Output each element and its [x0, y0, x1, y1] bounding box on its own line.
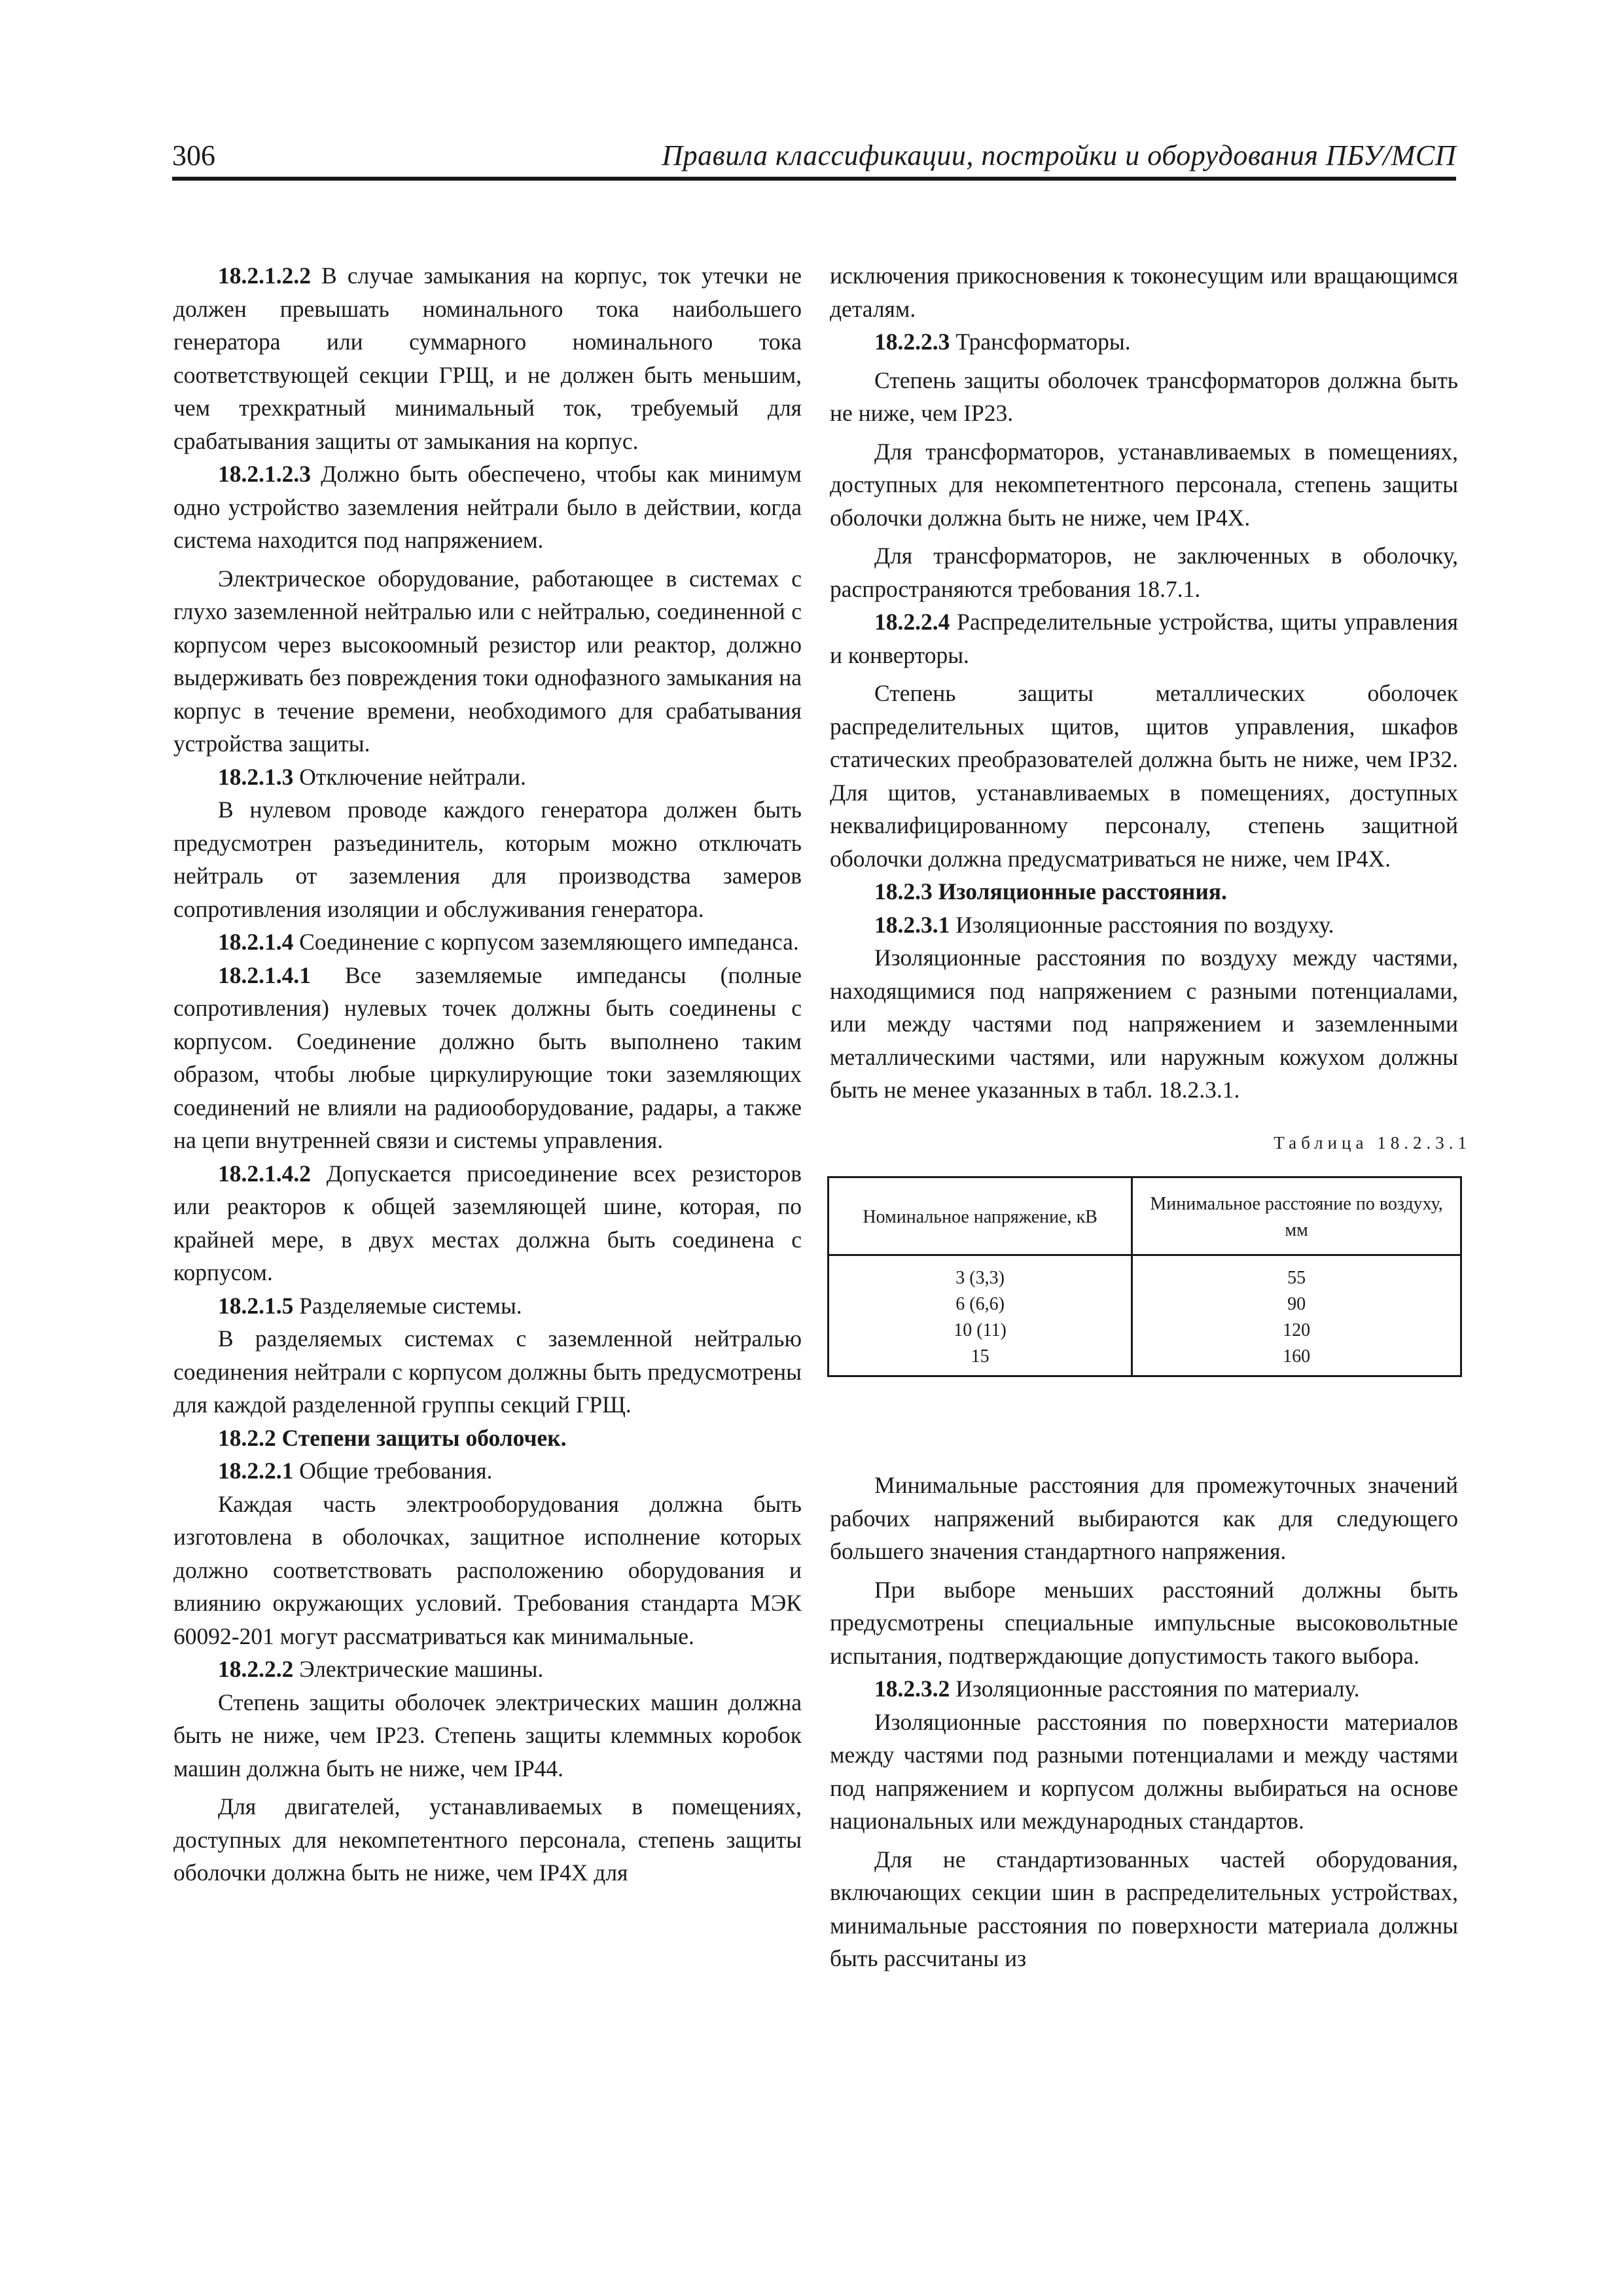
paragraph	[830, 941, 1458, 1107]
paragraph	[173, 959, 802, 1157]
paragraph	[173, 562, 802, 761]
paragraph-text: Минимальные расстояния для промежуточных значений рабочих напряжений выбираются как для следующего большего значения стандартного напряжения.	[830, 1472, 1458, 1564]
paragraph-text: Соединение с корпусом заземляющего импеданса.	[293, 929, 799, 955]
paragraph-text: Изоляционные расстояния по материалу.	[950, 1676, 1360, 1702]
clause-number: 18.2.3.1	[874, 911, 950, 938]
paragraph	[830, 259, 1458, 325]
section-heading	[830, 875, 1458, 908]
voltage-value: 15	[971, 1346, 990, 1367]
paragraph-text: При выборе меньших расстояний должны быть предусмотрены специальные импульсные высоковольтные испытания, подтверждающие допустимость такого выбора.	[830, 1576, 1458, 1669]
clause-number: 18.2.1.4	[218, 929, 294, 955]
paragraph	[830, 1706, 1458, 1838]
right-column	[830, 254, 1471, 1975]
paragraph	[830, 677, 1458, 875]
column-header-voltage: Номинальное напряжение, кВ	[829, 1177, 1132, 1255]
table-header-row	[829, 1177, 1461, 1255]
table-body-row	[829, 1255, 1461, 1376]
paragraph-text: В случае замыкания на корпус, ток утечки не должен превышать номинального тока наибольшего генератора или суммарного номинального тока соответствующей секции ГРЩ, и не должен быть меньшим, чем трехкратный минимальный ток, требуемый для срабатывания защиты от замыкания на корпус.	[173, 262, 802, 454]
clause-number: 18.2.1.4.1	[218, 961, 311, 988]
paragraph-text: Разделяемые системы.	[293, 1292, 522, 1319]
clause-number: 18.2.2.1	[218, 1458, 294, 1484]
clause-number: 18.2.1.5	[218, 1292, 294, 1319]
distance-value: 55	[1287, 1268, 1306, 1288]
paragraph-text: Для двигателей, устанавливаемых в помещениях, доступных для некомпетентного персонала, степень защиты оболочки должна быть не ниже, чем IP4X для	[173, 1793, 802, 1886]
clearance-table	[827, 1176, 1462, 1377]
voltage-cell	[829, 1255, 1132, 1376]
paragraph	[830, 605, 1458, 672]
table-spacer	[830, 1377, 1458, 1469]
paragraph-text: В нулевом проводе каждого генератора должен быть предусмотрен разъединитель, которым можно отключать нейтраль от заземления для производства замеров сопротивления изоляции и обслуживания генератора.	[173, 797, 802, 922]
paragraph-text: Изоляционные расстояния по поверхности материалов между частями под разными потенциалами и между частями под напряжением и корпусом должны выбираться на основе национальных или международных стандартов.	[830, 1708, 1458, 1834]
paragraph	[830, 1672, 1458, 1706]
paragraph-text: Все заземляемые импедансы (полные сопротивления) нулевых точек должны быть соединены с корпусом. Соединение должно быть выполнено таким образом, чтобы любые циркулирующие токи заземляющих соединений не влияли на радиооборудование, радары, а также на цепи внутренней связи и системы управления.	[173, 961, 802, 1153]
voltage-value: 6 (6,6)	[955, 1294, 1005, 1314]
paragraph-text: Должно быть обеспечено, чтобы как минимум одно устройство заземления нейтрали было в действии, когда система находится под напряжением.	[173, 461, 802, 553]
running-title: Правила классификации, постройки и оборудования ПБУ/МСП	[662, 139, 1456, 171]
paragraph-text: Распределительные устройства, щиты управления и конверторы.	[830, 609, 1458, 668]
paragraph	[173, 1289, 802, 1323]
paragraph-text: В разделяемых системах с заземленной нейтралью соединения нейтрали с корпусом должны быть предусмотрены для каждой разделенной группы секций ГРЩ.	[173, 1325, 802, 1418]
paragraph	[173, 1488, 802, 1653]
paragraph	[830, 435, 1458, 535]
paragraph	[173, 1157, 802, 1289]
paragraph-text: Допускается присоединение всех резисторов или реакторов к общей заземляющей шине, которая, по крайней мере, в двух местах должна быть соединена с корпусом.	[173, 1160, 802, 1285]
paragraph-text: Изоляционные расстояния по воздуху.	[950, 911, 1334, 938]
paragraph	[173, 1322, 802, 1422]
paragraph	[173, 457, 802, 557]
paragraph	[173, 259, 802, 457]
page-header	[172, 137, 1456, 179]
paragraph	[173, 761, 802, 794]
paragraph-text: Изоляционные расстояния по воздуху между частями, находящимися под напряжением с разными потенциалами, или между частями под напряжением и заземленными металлическими частями, или наружным кожухом должны быть не менее указанных в табл. 18.2.3.1.	[830, 944, 1458, 1103]
page-number: 306	[172, 139, 215, 171]
clause-number: 18.2.2.3	[874, 329, 950, 355]
column-header-distance: Минимальное расстояние по воздуху, мм	[1132, 1177, 1461, 1255]
paragraph-text: Электрические машины.	[293, 1656, 544, 1682]
clause-number: 18.2.1.2.3	[218, 461, 311, 487]
paragraph-text: Степень защиты металлических оболочек распределительных щитов, щитов управления, шкафов статических преобразователей должна быть не ниже, чем IP32. Для щитов, устанавливаемых в помещениях, доступных неквалифицированному персоналу, степень защитной оболочки должна предусматриваться не ниже, чем IP4X.	[830, 680, 1458, 872]
header-rule	[172, 177, 1456, 181]
paragraph-text: Для трансформаторов, устанавливаемых в помещениях, доступных для некомпетентного персонала, степень защиты оболочки должна быть не ниже, чем IP4X.	[830, 438, 1458, 531]
paragraph	[173, 793, 802, 925]
section-heading	[173, 1422, 802, 1455]
paragraph-text: Электрическое оборудование, работающее в системах с глухо заземленной нейтралью или с нейтралью, соединенной с корпусом через высокоомный резистор или реактор, должно выдерживать без повреждения токи однофазного замыкания на корпус в течение времени, необходимого для срабатывания устройства защиты.	[173, 565, 802, 757]
paragraph-text: исключения прикосновения к токонесущим или вращающимся деталям.	[830, 262, 1458, 322]
paragraph	[830, 539, 1458, 605]
paragraph-text: Общие требования.	[293, 1458, 493, 1484]
table-caption: Таблица 18.2.3.1	[1274, 1132, 1471, 1153]
clause-number: 18.2.1.3	[218, 763, 294, 790]
paragraph-text: Для не стандартизованных частей оборудования, включающих секции шин в распределительных устройствах, минимальные расстояния по поверхности материала должны быть рассчитаны из	[830, 1846, 1458, 1971]
clause-number: 18.2.1.4.2	[218, 1160, 311, 1187]
distance-cell	[1132, 1255, 1461, 1376]
paragraph	[173, 925, 802, 959]
distance-value: 120	[1283, 1320, 1311, 1340]
paragraph	[830, 1573, 1458, 1673]
clause-number: 18.2.1.2.2	[218, 262, 311, 289]
clause-number: 18.2.3.2	[874, 1676, 950, 1702]
paragraph	[830, 1469, 1458, 1568]
paragraph-text: Степень защиты оболочек электрических машин должна быть не ниже, чем IP23. Степень защиты клеммных коробок машин должна быть не ниже, чем IP44.	[173, 1689, 802, 1782]
clause-number: 18.2.2.4	[874, 609, 950, 635]
paragraph-text: Трансформаторы.	[950, 329, 1131, 355]
paragraph	[173, 1653, 802, 1686]
paragraph	[830, 325, 1458, 359]
paragraph	[830, 908, 1458, 942]
left-column	[173, 254, 802, 1890]
paragraph	[173, 1454, 802, 1488]
section-title: 18.2.2 Степени защиты оболочек.	[218, 1424, 567, 1451]
paragraph-text: Отключение нейтрали.	[293, 763, 526, 790]
voltage-value: 3 (3,3)	[955, 1268, 1005, 1288]
paragraph	[830, 1843, 1458, 1975]
distance-value: 160	[1283, 1346, 1311, 1367]
paragraph-text: Степень защиты оболочек трансформаторов должна быть не ниже, чем IP23.	[830, 367, 1458, 426]
paragraph-text: Для трансформаторов, не заключенных в оболочку, распространяются требования 18.7.1.	[830, 543, 1458, 602]
paragraph	[173, 1790, 802, 1890]
paragraph	[830, 364, 1458, 430]
voltage-value: 10 (11)	[954, 1320, 1007, 1340]
section-title: 18.2.3 Изоляционные расстояния.	[874, 878, 1227, 905]
clause-number: 18.2.2.2	[218, 1656, 294, 1682]
paragraph-text: Каждая часть электрооборудования должна быть изготовлена в оболочках, защитное исполнение которых должно соответствовать расположению оборудования и влиянию окружающих условий. Требования стандарта МЭК 60092-201 могут рассматриваться как минимальные.	[173, 1490, 802, 1649]
paragraph	[173, 1686, 802, 1785]
distance-value: 90	[1287, 1294, 1306, 1314]
